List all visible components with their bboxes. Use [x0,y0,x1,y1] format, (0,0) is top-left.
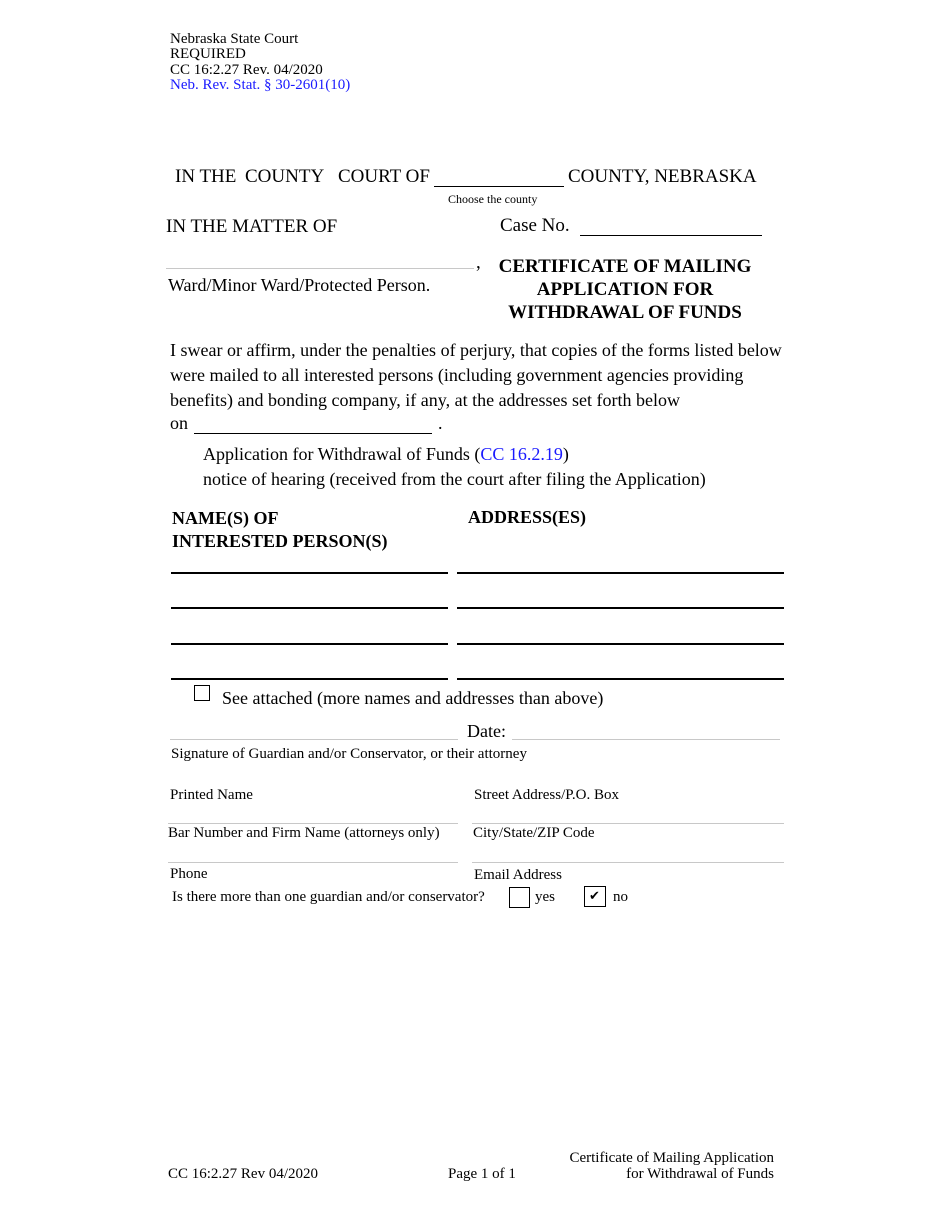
street-address-field[interactable] [472,811,784,824]
case-no-label: Case No. [500,215,570,236]
court-type-select[interactable]: COUNTY [245,166,325,187]
statute-link[interactable]: Neb. Rev. Stat. § 30-2601(10) [170,77,351,93]
ward-comma: , [476,252,481,273]
printed-name-label: Printed Name [170,787,253,803]
on-label: on [170,413,188,433]
title-line-1: CERTIFICATE OF MAILING [498,256,752,277]
form-code: CC 16:2.27 Rev. 04/2020 [170,62,323,78]
bar-number-label: Bar Number and Firm Name (attorneys only) [168,825,440,841]
city-state-zip-label: City/State/ZIP Code [473,825,595,841]
period: . [438,413,443,433]
signature-date-field[interactable] [512,726,780,740]
case-no-field[interactable] [580,218,762,236]
document-title [480,255,770,324]
form-item-notice: notice of hearing (received from the court after filing the Application) [203,469,706,489]
affirmation-text: I swear or affirm, under the penalties of perjury, that copies of the forms listed below were mailed to all interested persons (including government agencies providing benefits) and bonding company, if any, at the addresses set forth below [170,340,782,410]
street-address-label: Street Address/P.O. Box [474,787,620,803]
interested-person-name-4[interactable] [171,658,448,680]
see-attached-checkbox[interactable] [194,685,210,701]
county-suffix: COUNTY, NEBRASKA [568,166,757,187]
phone-label: Phone [170,866,208,882]
county-field[interactable] [434,168,564,187]
in-the-label: IN THE [175,166,237,187]
no-label: no [613,889,628,905]
required-label: REQUIRED [170,46,246,62]
court-name: Nebraska State Court [170,31,299,47]
date-label: Date: [467,721,506,741]
form-item-application: Application for Withdrawal of Funds (CC 16.2.19) [203,444,569,464]
matter-of-label: IN THE MATTER OF [166,216,338,237]
bar-number-field[interactable] [168,850,458,863]
interested-person-address-3[interactable] [457,623,784,645]
email-address-label: Email Address [474,867,562,883]
title-line-3: WITHDRAWAL OF FUNDS [508,302,742,323]
interested-person-name-2[interactable] [171,587,448,609]
ward-label: Ward/Minor Ward/Protected Person. [168,275,431,295]
see-attached-label: See attached (more names and addresses than above) [222,688,604,708]
interested-person-name-3[interactable] [171,623,448,645]
signature-label: Signature of Guardian and/or Conservator, or their attorney [171,746,527,762]
title-line-2: APPLICATION FOR [536,279,714,300]
footer-form-code: CC 16:2.27 Rev 04/2020 [168,1166,319,1182]
names-column-header: NAME(S) OF INTERESTED PERSON(S) [172,508,388,551]
more-guardians-question: Is there more than one guardian and/or conservator? [172,889,485,905]
county-hint: Choose the county [448,192,538,206]
yes-label: yes [535,889,555,905]
application-form-link[interactable]: CC 16.2.19 [480,444,563,464]
interested-person-address-2[interactable] [457,587,784,609]
check-mark-icon: ✔ [589,889,600,904]
footer-page-number: Page 1 of 1 [448,1166,516,1182]
printed-name-field[interactable] [168,811,458,824]
more-guardians-no-checkbox[interactable] [584,886,606,907]
interested-person-address-4[interactable] [457,658,784,680]
interested-person-name-1[interactable] [171,552,448,574]
city-state-zip-field[interactable] [472,850,784,863]
addresses-column-header: ADDRESS(ES) [468,507,587,527]
court-of-label: COURT OF [338,166,430,187]
ward-name-field[interactable] [166,254,474,269]
footer-title: Certificate of Mailing Application for Withdrawal of Funds [569,1150,774,1182]
mailing-date-field[interactable] [194,416,432,434]
signature-field[interactable] [170,726,458,740]
more-guardians-yes-checkbox[interactable] [509,887,530,908]
interested-person-address-1[interactable] [457,552,784,574]
